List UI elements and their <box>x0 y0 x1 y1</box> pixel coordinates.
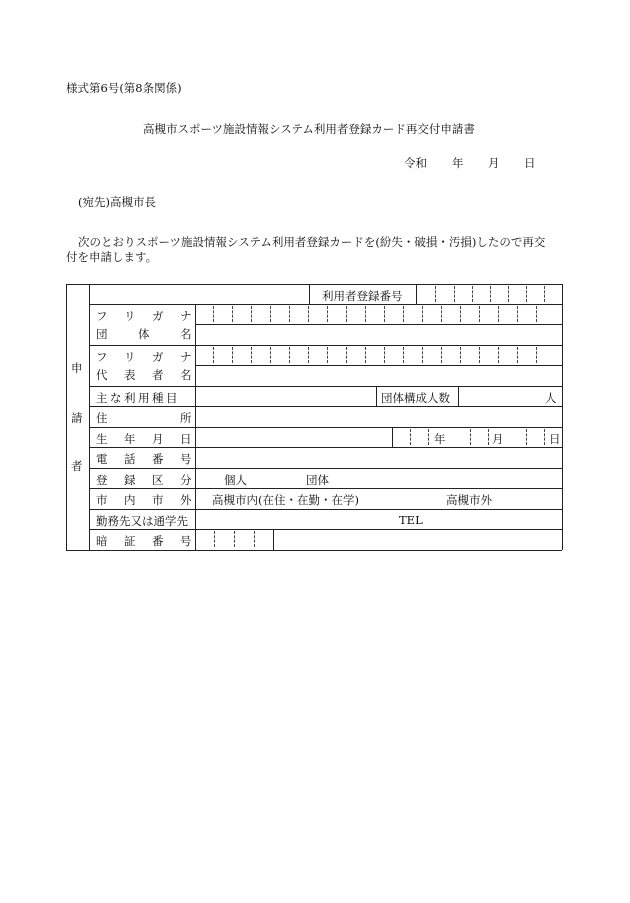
date-month: 月 <box>488 156 500 170</box>
furigana-1-c4: ナ <box>180 309 192 323</box>
phone-c4: 号 <box>180 452 192 466</box>
group-name-c3: 名 <box>180 327 192 341</box>
phone-c3: 番 <box>152 452 164 466</box>
reg-type-c1: 登 <box>96 473 108 487</box>
furigana-1-c1: フ <box>96 309 108 323</box>
furigana-1-c2: リ <box>124 309 136 323</box>
date-year: 年 <box>452 156 464 170</box>
date-era: 令和 <box>404 156 427 170</box>
birth-day-unit: 日 <box>549 432 561 446</box>
members-unit: 人 <box>545 391 557 405</box>
pin-c2: 証 <box>124 534 136 548</box>
phone-c1: 電 <box>96 452 108 466</box>
date-day: 日 <box>524 156 536 170</box>
rep-name-c2: 表 <box>124 368 136 382</box>
form-title: 高槻市スポーツ施設情報システム利用者登録カード再交付申請書 <box>143 122 475 136</box>
group-name-c1: 団 <box>96 327 108 341</box>
rep-name-c3: 者 <box>152 368 164 382</box>
reg-type-c4: 分 <box>180 473 192 487</box>
furigana-2-c2: リ <box>124 350 136 364</box>
pin-c3: 番 <box>152 534 164 548</box>
applicant-label-3: 者 <box>71 459 83 473</box>
reg-type-c3: 区 <box>152 473 164 487</box>
birthdate-c4: 日 <box>180 432 192 446</box>
form-number: 様式第6号(第8条関係) <box>66 81 182 95</box>
birthdate-c2: 年 <box>124 432 136 446</box>
birth-month-unit: 月 <box>492 432 504 446</box>
city-c2: 内 <box>124 493 136 507</box>
city-c1: 市 <box>96 493 108 507</box>
furigana-1-c3: ガ <box>152 309 164 323</box>
furigana-2-c3: ガ <box>152 350 164 364</box>
city-in-option[interactable]: 高槻市内(在住・在勤・在学) <box>212 493 359 507</box>
reg-option-group[interactable]: 団体 <box>306 473 329 487</box>
addressee: (宛先)高槻市長 <box>78 195 156 209</box>
reg-type-c2: 録 <box>124 473 136 487</box>
body-line-2: 付を申請します。 <box>66 250 158 264</box>
rep-name-c4: 名 <box>180 368 192 382</box>
reg-option-individual[interactable]: 個人 <box>224 473 247 487</box>
applicant-label-1: 申 <box>71 361 83 375</box>
members-label: 団体構成人数 <box>381 391 450 405</box>
body-line-1: 次のとおりスポーツ施設情報システム利用者登録カードを(紛失・破損・汚損)したので再交 <box>78 235 546 249</box>
furigana-2-c4: ナ <box>180 350 192 364</box>
phone-c2: 話 <box>124 452 136 466</box>
applicant-label-2: 請 <box>71 411 83 425</box>
group-name-c2: 体 <box>138 327 150 341</box>
birthdate-c1: 生 <box>96 432 108 446</box>
rep-name-c1: 代 <box>96 368 108 382</box>
pin-c4: 号 <box>180 534 192 548</box>
city-c4: 外 <box>180 493 192 507</box>
birthdate-c3: 月 <box>152 432 164 446</box>
pin-c1: 暗 <box>96 534 108 548</box>
main-use-label: 主な利用種目 <box>96 391 180 405</box>
city-out-option[interactable]: 高槻市外 <box>446 493 492 507</box>
city-c3: 市 <box>152 493 164 507</box>
address-c2: 所 <box>180 411 192 425</box>
tel-label: TEL <box>399 513 423 527</box>
reg-number-label: 利用者登録番号 <box>322 289 403 303</box>
address-c1: 住 <box>96 411 108 425</box>
workplace-label: 勤務先又は通学先 <box>96 514 188 528</box>
furigana-2-c1: フ <box>96 350 108 364</box>
birth-year-unit: 年 <box>434 432 446 446</box>
